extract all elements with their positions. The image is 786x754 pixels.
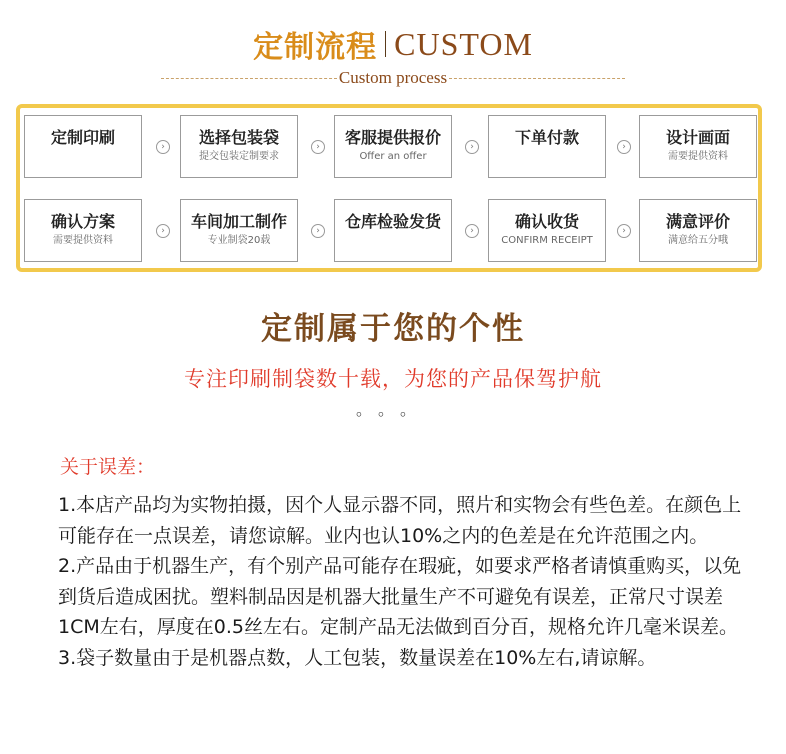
process-step bbox=[488, 199, 606, 262]
step-title: 满意评价 bbox=[665, 212, 730, 231]
error-notes bbox=[58, 490, 758, 673]
dashed-line-right bbox=[449, 78, 625, 79]
step-title: 设计画面 bbox=[665, 128, 730, 147]
subtitle-row bbox=[0, 68, 786, 88]
step-subtitle: CONFIRM RECEIPT bbox=[501, 235, 593, 246]
note-item: 3.袋子数量由于是机器点数，人工包装，数量误差在10%左右,请谅解。 bbox=[58, 646, 657, 669]
arrow-right-icon: › bbox=[311, 224, 325, 238]
arrow-right-icon: › bbox=[156, 140, 170, 154]
title-chinese: 定制流程 bbox=[253, 30, 378, 65]
title-row bbox=[0, 22, 786, 66]
step-subtitle: 提交包装定制要求 bbox=[199, 151, 279, 162]
process-step bbox=[639, 199, 757, 262]
dashed-line-left bbox=[161, 78, 337, 79]
step-subtitle: 需要提供资料 bbox=[668, 151, 728, 162]
step-title: 客服提供报价 bbox=[344, 128, 441, 147]
step-subtitle: 专业制袋20载 bbox=[207, 235, 271, 246]
step-title: 定制印刷 bbox=[50, 128, 115, 147]
arrow-right-icon: › bbox=[156, 224, 170, 238]
process-step bbox=[24, 199, 142, 262]
arrow-right-icon: › bbox=[617, 140, 631, 154]
process-step bbox=[180, 199, 298, 262]
process-step bbox=[24, 115, 142, 178]
process-step bbox=[639, 115, 757, 178]
step-title: 仓库检验发货 bbox=[344, 212, 441, 231]
subtitle: Custom process bbox=[338, 68, 448, 87]
process-frame bbox=[16, 104, 762, 272]
slogan-tagline: 专注印刷制袋数十载，为您的产品保驾护航 bbox=[184, 367, 602, 391]
step-subtitle: Offer an offer bbox=[359, 151, 427, 162]
step-title: 下单付款 bbox=[514, 128, 579, 147]
process-step bbox=[180, 115, 298, 178]
step-title: 车间加工制作 bbox=[190, 212, 287, 231]
arrow-right-icon: › bbox=[465, 224, 479, 238]
arrow-right-icon: › bbox=[311, 140, 325, 154]
note-item: 2.产品由于机器生产，有个别产品可能存在瑕疵，如要求严格者请慎重购买，以免到货后造成困扰。塑料制品因是机器大批量生产不可避免有误差，正常尺寸误差1CM左右，厚度在0.5丝左右。定制产品无法做到百分百，规格允许几毫米误差。 bbox=[58, 555, 742, 638]
arrow-right-icon: › bbox=[465, 140, 479, 154]
ellipsis-dots: 。。。 bbox=[355, 400, 430, 419]
step-subtitle: 需要提供资料 bbox=[53, 235, 113, 246]
page-header bbox=[0, 22, 786, 88]
process-step bbox=[334, 115, 452, 178]
process-step bbox=[334, 199, 452, 262]
step-title: 确认收货 bbox=[514, 212, 579, 231]
title-divider bbox=[385, 31, 386, 57]
slogan-title: 定制属于您的个性 bbox=[261, 311, 525, 347]
note-item: 1.本店产品均为实物拍摄，因个人显示器不同，照片和实物会有些色差。在颜色上可能存在一点误差，请您谅解。业内也认10%之内的色差是在允许范围之内。 bbox=[58, 494, 742, 547]
step-title: 选择包装袋 bbox=[198, 128, 279, 147]
error-notes-heading: 关于误差： bbox=[60, 456, 156, 478]
title-english: CUSTOM bbox=[394, 25, 533, 62]
step-subtitle: 满意给五分哦 bbox=[668, 235, 728, 246]
process-step bbox=[488, 115, 606, 178]
step-title: 确认方案 bbox=[50, 212, 115, 231]
arrow-right-icon: › bbox=[617, 224, 631, 238]
